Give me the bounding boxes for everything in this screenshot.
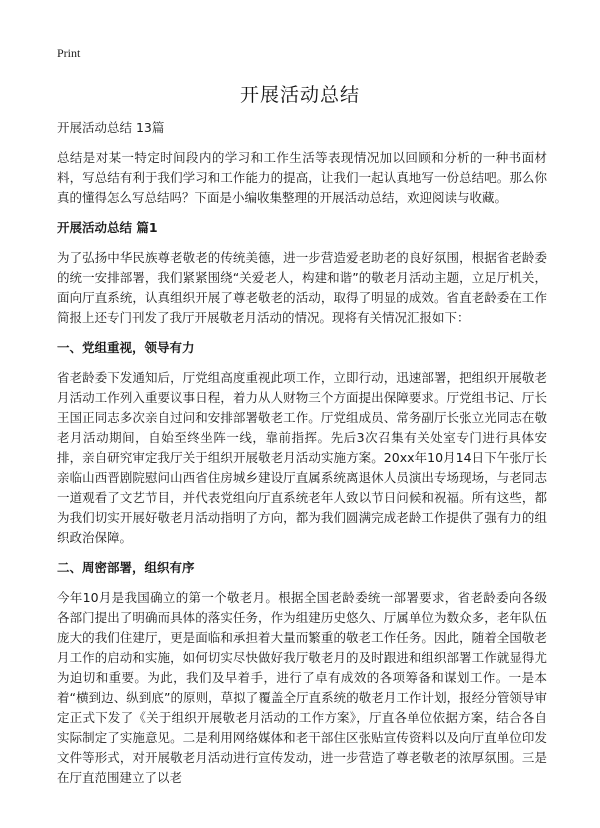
document-body [57,118,547,798]
section-paragraph-1: 为了弘扬中华民族尊老敬老的传统美德，进一步营造爱老助老的良好氛围，根据省老龄委的统一安排部署，我们紧紧围绕“关爱老人，构建和谐”的敬老月活动主题，立足厅机关，面向厅直系统，认真组织开展了尊老敬老的活动，取得了明显的成效。省直老龄委在工作简报上还专门刊发了我厅开展敬老月活动的情况。现将有关情况汇报如下： [57,250,547,325]
section-paragraph-3: 今年10月是我国确立的第一个敬老月。根据全国老龄委统一部署要求，省老龄委向各级各部门提出了明确而具体的落实任务，作为组建历史悠久、厅属单位为数众多，老年队伍庞大的我们住建厅，更是面临和承担着大量而繁重的敬老工作任务。因此，随着全国敬老月工作的启动和实施，如何切实尽快做好我厅敬老月的及时跟进和组织部署工作就显得尤为迫切和重要。为此，我们及早着手，进行了卓有成效的各项筹备和谋划工作。一是本着“横到边、纵到底”的原则，草拟了覆盖全厅直系统的敬老月工作计划，报经分管领导审定正式下发了《关于组织开展敬老月活动的工作方案》，厅直各单位依据方案，结合各自实际制定了实施意见。二是利用网络媒体和老干部住区张贴宣传资料以及向厅直单位印发文件等形式，对开展敬老月活动进行宣传发动，进一步营造了尊老敬老的浓厚氛围。三是在厅直范围建立了以老 [57,590,547,785]
intro-paragraph: 总结是对某一特定时间段内的学习和工作生活等表现情况加以回顾和分析的一种书面材料，写总结有利于我们学习和工作能力的提高，让我们一起认真地写一份总结吧。那么你真的懂得怎么写总结吗？下面是小编收集整理的开展活动总结，欢迎阅读与收藏。 [57,150,547,205]
section-paragraph-2: 省老龄委下发通知后，厅党组高度重视此项工作，立即行动，迅速部署，把组织开展敬老月活动工作列入重要议事日程，着力从人财物三个方面提出保障要求。厅党组书记、厅长王国正同志多次亲自过问和安排部署敬老工作。厅党组成员、常务副厅长张立光同志在敬老月活动期间，自始至终坐阵一线，靠前指挥。先后3次召集有关处室专门进行具体安排，亲自研究审定我厅关于组织开展敬老月活动实施方案。20xx年10月14日下午张厅长亲临山西晋剧院慰问山西省住房城乡建设厅直属系统离退休人员演出专场现场，与老同志一道观看了文艺节目，并代表党组向厅直系统老年人致以节日问候和祝福。所有这些，都为我们切实开展好敬老月活动指明了方向，都为我们圆满完成老龄工作提供了强有力的组织政治保障。 [57,370,547,545]
subsection-heading-2: 二、周密部署，组织有序 [57,560,195,575]
document-subtitle: 开展活动总结 13篇 [57,120,165,135]
print-link[interactable]: Print [57,46,81,60]
subsection-heading-1: 一、党组重视，领导有力 [57,340,195,355]
page-title: 开展活动总结 [239,84,360,106]
section-heading: 开展活动总结 篇1 [57,220,158,235]
